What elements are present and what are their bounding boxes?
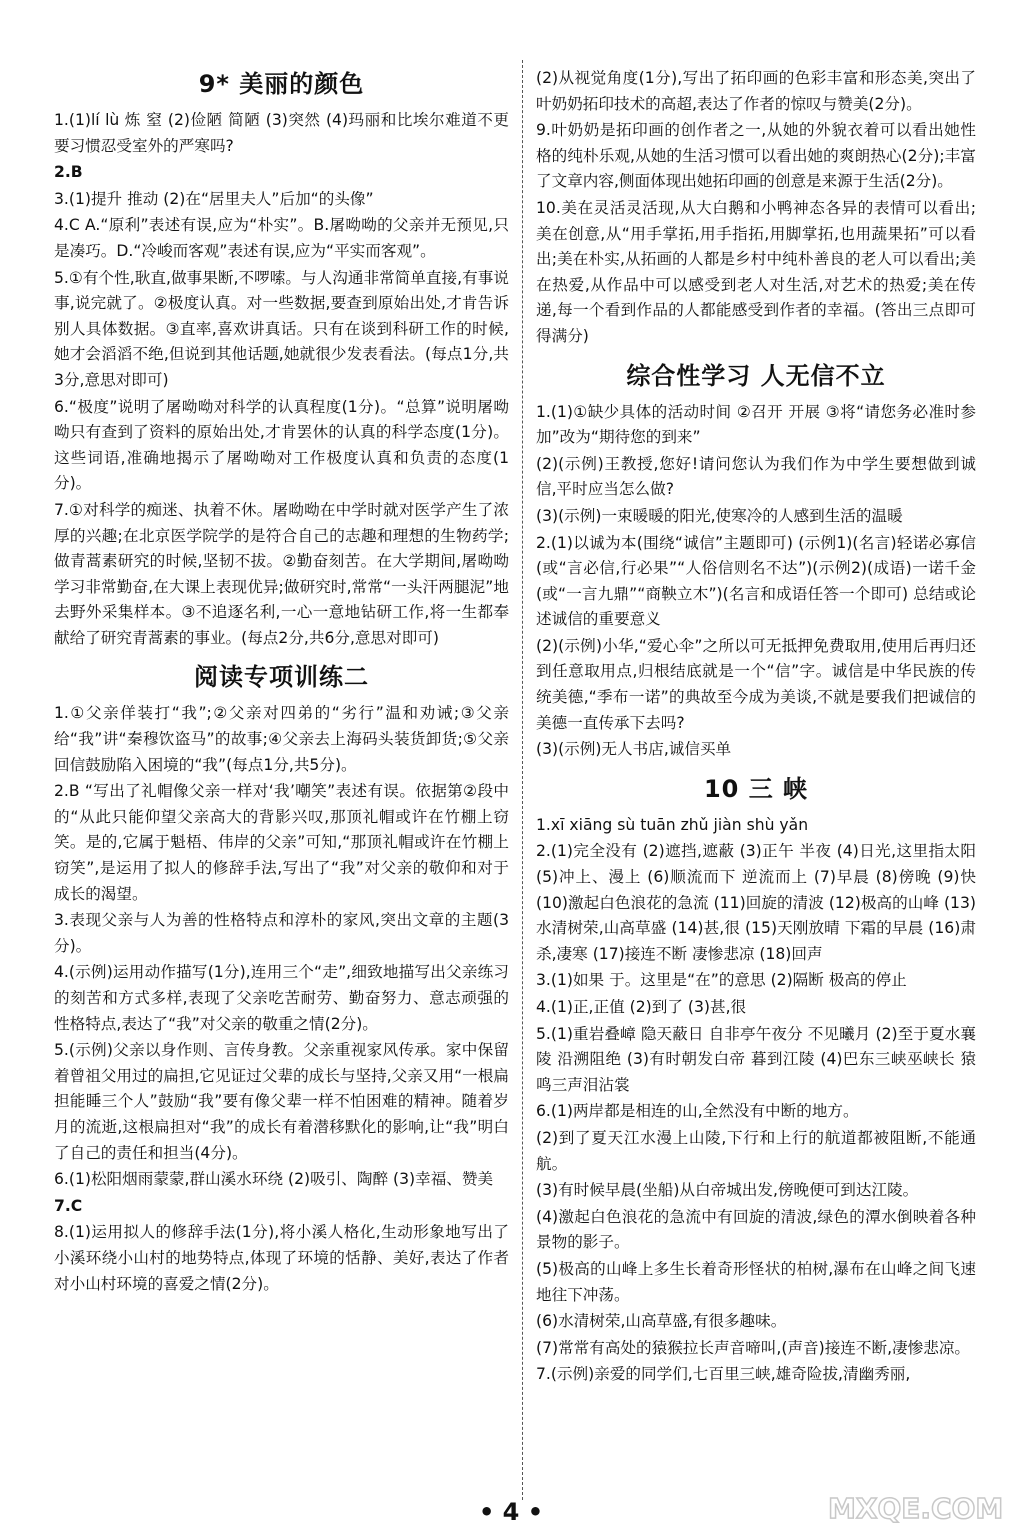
answer-item: 6.(1)松阳烟雨蒙蒙,群山溪水环绕 (2)吸引、陶醉 (3)幸福、赞美 (54, 1170, 494, 1189)
answer-item: (3)(示例)一束暖暖的阳光,使寒冷的人感到生活的温暖 (536, 506, 903, 525)
right-column (536, 66, 976, 1389)
answer-item: 7.①对科学的痴迷、执着不休。屠呦呦在中学时就对医学产生了浓厚的兴趣;在北京医学院学的是符合自己的志趣和理想的生物药学;做青蒿素研究的时候,坚韧不拔。②勤奋刻苦。在大学期间,屠呦呦学习非常勤奋,在大课上表现优异;做研究时,常常“一头汗两腿泥”地去野外采集样本。③不追逐名利,一心一意地钻研工作,将一生都奉献给了研究青蒿素的事业。(每点2分,共6分,意思对即可) (54, 500, 509, 647)
answer-item: (2)从视觉角度(1分),写出了拓印画的色彩丰富和形态美,突出了叶奶奶拓印技术的高超,表达了作者的惊叹与赞美(2分)。 (536, 69, 976, 113)
answer-item: (4)激起白色浪花的急流中有回旋的清波,绿色的潭水倒映着各种景物的影子。 (536, 1207, 976, 1252)
answer-item: 2.B (54, 163, 83, 182)
section-body (54, 701, 509, 1297)
section-title-three-gorges: 10 三 峡 (703, 774, 809, 803)
answer-item: (7)常常有高处的猿猴拉长声音啼叫,(声音)接连不断,凄惨悲凉。 (536, 1338, 971, 1357)
answer-item: 7.C (54, 1196, 83, 1215)
answer-item: 1.(1)lí lù 炼 窒 (2)俭陋 简陋 (3)突然 (4)玛丽和比埃尔难道不更要习惯忍受室外的严寒吗? (54, 111, 509, 155)
section-title-integrity: 综合性学习 人无信不立 (626, 361, 886, 390)
answer-item: 3.(1)提升 推动 (2)在“居里夫人”后加“的头像” (54, 189, 374, 208)
answer-item: 4.(1)正,正值 (2)到了 (3)甚,很 (536, 998, 747, 1016)
left-column (54, 66, 509, 1298)
answer-item: 2.(1)以诚为本(围绕“诚信”主题即可) (示例1)(名言)轻诺必寡信(或“言必信,行必果”“人俗信则名不达”)(示例2)(成语)一诺千金(或“一言九鼎”“商鞅立木”)(名言和成语任答一个即可) 总结或论述诚信的重要意义 (536, 533, 976, 629)
answer-item: 3.表现父亲与人为善的性格特点和淳朴的家风,突出文章的主题(3分)。 (54, 911, 509, 955)
answer-item: 7.(示例)亲爱的同学们,七百里三峡,雄奇险拔,清幽秀丽, (536, 1365, 911, 1384)
section-title-beautiful-colors: 9* 美丽的颜色 (198, 70, 365, 98)
answer-item: 1.(1)①缺少具体的活动时间 ②召开 开展 ③将“请您务必准时参加”改为“期待您的到来” (536, 402, 976, 447)
answer-item: 2.(1)完全没有 (2)遮挡,遮蔽 (3)正午 半夜 (4)日光,这里指太阳 (5)冲上、漫上 (6)顺流而下 逆流而上 (7)早晨 (8)傍晚 (9)快 (10)激起白色浪花的急流 (11)回旋的清波 (12)极高的山峰 (13)水清树荣,山高草盛 (14)甚,很 (15)天刚放晴 下霜的早晨 (16)肃杀,凄寒 (17)接连不断 凄惨悲凉 (18)回声 (536, 842, 976, 963)
section-body (54, 108, 509, 651)
answer-item: (6)水清树荣,山高草盛,有很多趣味。 (536, 1312, 787, 1331)
answer-item: 4.(示例)运用动作描写(1分),连用三个“走”,细致地描写出父亲练习的刻苦和方式多样,表现了父亲吃苦耐劳、勤奋努力、意志顽强的性格特点,表达了“我”对父亲的敬重之情(2分)。 (54, 963, 509, 1033)
answer-item: 3.(1)如果 于。这里是“在”的意思 (2)隔断 极高的停止 (536, 971, 907, 990)
answer-item: 6.“极度”说明了屠呦呦对科学的认真程度(1分)。“总算”说明屠呦呦只有查到了资料的原始出处,才肯罢休的认真的科学态度(1分)。这些词语,准确地揭示了屠呦呦对工作极度认真和负责的态度(1分)。 (54, 397, 509, 493)
answer-item: 10.美在灵活灵活现,从大白鹅和小鸭神态各异的表情可以看出;美在创意,从“用手掌拓,用手指拓,用脚掌拓,也用蔬果拓”可以看出;美在朴实,从拓画的人都是乡村中纯朴善良的老人可以看出;美在热爱,从作品中可以感受到老人对生活,对艺术的热爱;美在传递,每一个看到作品的人都能感受到作者的幸福。(答出三点即可得满分) (536, 198, 976, 345)
answer-item: 2.B “写出了礼帽像父亲一样对‘我’嘲笑”表述有误。依据第②段中的“从此只能仰望父亲高大的背影兴叹,那顶礼帽或许在竹棚上窃笑。是的,它属于魁梧、伟岸的父亲”可知,“那顶礼帽或许在竹棚上窃笑”,是运用了拟人的修辞手法,写出了“我”对父亲的敬仰和对于成长的渴望。 (54, 782, 509, 903)
watermark-text: MXQE.COM (828, 1492, 1004, 1525)
answer-item: (2)(示例)小华,“爱心伞”之所以可无抵押免费取用,使用后再归还到任意取用点,归根结底就是一个“信”字。诚信是中华民族的传统美德,“季布一诺”的典故至今成为美谈,不就是要我们把诚信的美德一直传承下去吗? (536, 636, 976, 732)
answer-item: 1.①父亲佯装打“我”;②父亲对四弟的“劣行”温和劝诫;③父亲给“我”讲“秦穆饮盗马”的故事;④父亲去上海码头装货卸货;⑤父亲回信鼓励陷入困境的“我”(每点1分,共5分)。 (54, 704, 509, 774)
answer-item: 1.xī xiāng sù tuān zhǔ jiàn shù yǎn (536, 815, 809, 834)
answer-item: (3)有时候早晨(坐船)从白帝城出发,傍晚便可到达江陵。 (536, 1181, 919, 1200)
answer-item: 5.(示例)父亲以身作则、言传身教。父亲重视家风传承。家中保留着曾祖父用过的扁担,它见证过父辈的成长与坚持,父亲又用“一根扁担能睡三个人”鼓励“我”要有像父辈一样不怕困难的精神。随着岁月的流逝,这根扁担对“我”的成长有着潜移默化的影响,让“我”明白了自己的责任和担当(4分)。 (54, 1041, 509, 1162)
section-body (536, 400, 976, 763)
watermark-logo (820, 1440, 1010, 1530)
answer-item: 8.(1)运用拟人的修辞手法(1分),将小溪人格化,生动形象地写出了小溪环绕小山村的地势特点,体现了环境的恬静、美好,表达了作者对小山村环境的喜爱之情(2分)。 (54, 1223, 509, 1293)
section-body-continued (536, 66, 976, 350)
answer-item: 5.(1)重岩叠嶂 隐天蔽日 自非亭午夜分 不见曦月 (2)至于夏水襄陵 沿溯阻绝 (3)有时朝发白帝 暮到江陵 (4)巴东三峡巫峡长 猿鸣三声泪沾裳 (536, 1024, 976, 1094)
answer-item: 6.(1)两岸都是相连的山,全然没有中断的地方。 (536, 1102, 859, 1121)
answer-item: 5.①有个性,耿直,做事果断,不啰嗦。与人沟通非常简单直接,有事说事,说完就了。②极度认真。对一些数据,要查到原始出处,才肯告诉别人具体数据。③直率,喜欢讲真话。只有在谈到科研工作的时候,她才会滔滔不绝,但说到其他话题,她就很少发表看法。(每点1分,共3分,意思对即可) (54, 268, 509, 389)
answer-item: (2)到了夏天江水漫上山陵,下行和上行的航道都被阻断,不能通航。 (536, 1128, 976, 1173)
section-body (536, 813, 976, 1388)
column-divider (522, 60, 523, 1500)
answer-item: (2)(示例)王教授,您好!请问您认为我们作为中学生要想做到诚信,平时应当怎么做? (536, 454, 976, 499)
page-number-text: • 4 • (478, 1498, 544, 1526)
answer-item: (5)极高的山峰上多生长着奇形怪状的柏树,瀑布在山峰之间飞速地往下冲荡。 (536, 1259, 976, 1304)
answer-item: (3)(示例)无人书店,诚信买单 (536, 740, 732, 759)
answer-item: 4.C A.“原利”表述有误,应为“朴实”。B.屠呦呦的父亲并无预见,只是凑巧。D.“冷峻而客观”表述有误,应为“平实而客观”。 (54, 216, 509, 260)
section-title-reading-training: 阅读专项训练二 (194, 663, 369, 692)
answer-item: 9.叶奶奶是拓印画的创作者之一,从她的外貌衣着可以看出她性格的纯朴乐观,从她的生活习惯可以看出她的爽朗热心(2分);丰富了文章内容,侧面体现出她拓印画的创意是来源于生活(2分)。 (536, 121, 976, 191)
